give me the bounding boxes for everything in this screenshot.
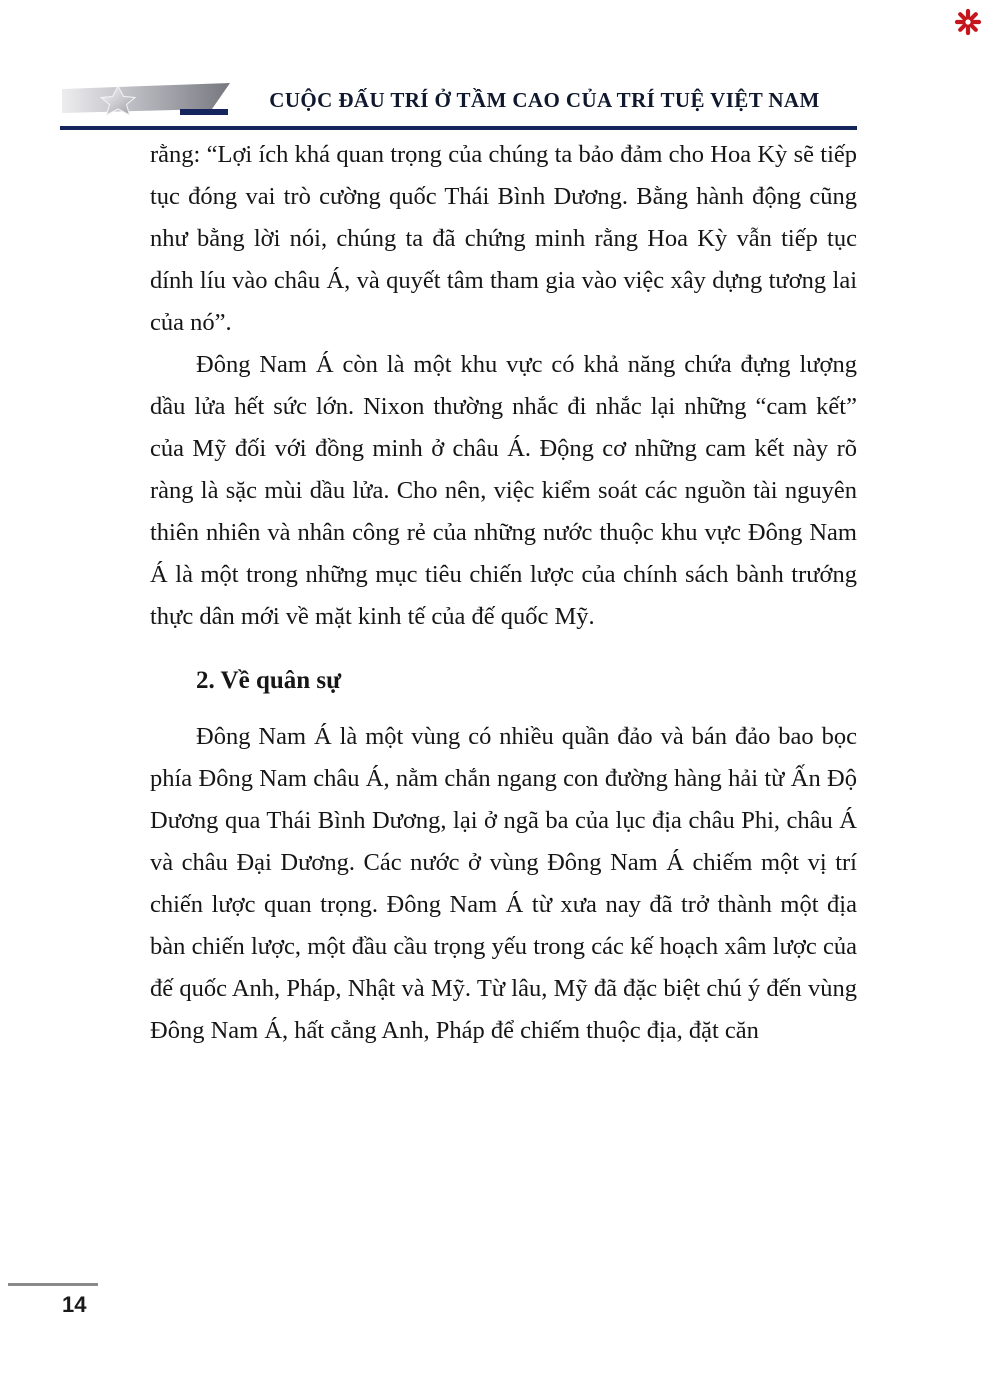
- red-flower-asterisk-svg: [954, 8, 982, 36]
- star-banner-svg: [60, 82, 232, 118]
- section-heading: 2. Về quân sự: [196, 667, 342, 694]
- silver-star-banner-icon: [60, 82, 232, 118]
- paragraph-3: Đông Nam Á là một vùng có nhiều quần đảo và bán đảo bao bọc phía Đông Nam châu Á, nằm chắn ngang con đường hàng hải từ Ấn Độ Dương qua Thái Bình Dương, lại ở ngã ba của lục địa châu Phi, châu Á và châu Đại Dương. Các nước ở vùng Đông Nam Á chiếm một vị trí chiến lược quan trọng. Đông Nam Á từ xưa nay đã trở thành một địa bàn chiến lược, một đầu cầu trọng yếu trong các kế hoạch xâm lược của đế quốc Anh, Pháp, Nhật và Mỹ. Từ lâu, Mỹ đã đặc biệt chú ý đến vùng Đông Nam Á, hất cẳng Anh, Pháp để chiếm thuộc địa, đặt căn: [150, 723, 857, 1044]
- paragraph-2: Đông Nam Á còn là một khu vực có khả năng chứa đựng lượng dầu lửa hết sức lớn. Nixon thường nhắc đi nhắc lại những “cam kết” của Mỹ đối với đồng minh ở châu Á. Động cơ những cam kết này rõ ràng là sặc mùi dầu lửa. Cho nên, việc kiểm soát các nguồn tài nguyên thiên nhiên và nhân công rẻ của những nước thuộc khu vực Đông Nam Á là một trong những mục tiêu chiến lược của chính sách bành trướng thực dân mới về mặt kinh tế của đế quốc Mỹ.: [150, 351, 857, 630]
- running-title: CUỘC ĐẤU TRÍ Ở TẦM CAO CỦA TRÍ TUỆ VIỆT NAM: [269, 87, 820, 112]
- page-number: 14: [62, 1292, 87, 1317]
- paragraph-1: rằng: “Lợi ích khá quan trọng của chúng ta bảo đảm cho Hoa Kỳ sẽ tiếp tục đóng vai trò cường quốc Thái Bình Dương. Bằng hành động cũng như bằng lời nói, chúng ta đã chứng minh rằng Hoa Kỳ vẫn tiếp tục dính líu vào châu Á, và quyết tâm tham gia vào việc xây dựng tương lai của nó”.: [150, 141, 857, 336]
- footer-rule: [8, 1283, 98, 1286]
- page-body: [150, 134, 857, 1052]
- page-header: [60, 82, 857, 130]
- red-flower-asterisk-icon: [954, 8, 982, 36]
